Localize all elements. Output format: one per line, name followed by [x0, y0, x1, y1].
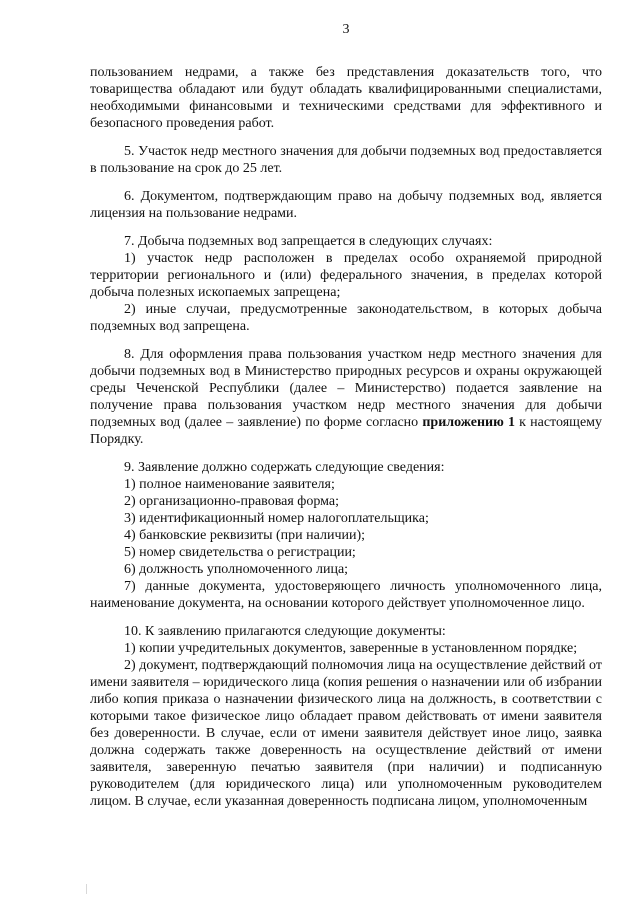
paragraph-9-item-5: 5) номер свидетельства о регистрации; [124, 545, 356, 560]
paragraph-8 [90, 346, 602, 448]
page-number: 3 [342, 22, 350, 37]
document-body [90, 64, 602, 810]
paragraph-10: 10. К заявлению прилагаются следующие документы: [124, 624, 446, 639]
scan-mark [86, 884, 87, 894]
paragraph-9-item-6: 6) должность уполномоченного лица; [124, 562, 349, 577]
paragraph-6: 6. Документом, подтверждающим право на добычу подземных вод, является лицензия на пользование недрами. [90, 189, 602, 221]
paragraph-9-item-2: 2) организационно-правовая форма; [124, 494, 340, 509]
paragraph-8-text: 8. Для оформления права пользования участком недр местного значения для добычи подземных вод в Министерство природных ресурсов и охраны окружающей среды Чеченской Республики (далее – Министерство) подается заявление на получение права пользования участком недр местного значения для добычи подземных вод (далее – заявление) по форме согласно [90, 347, 602, 430]
paragraph-9-item-1: 1) полное наименование заявителя; [124, 477, 335, 492]
paragraph-7-item-1: 1) участок недр расположен в пределах особо охраняемой природной территории регионального и (или) федерального значения, в пределах которой добыча полезных ископаемых запрещена; [90, 251, 602, 300]
paragraph-5: 5. Участок недр местного значения для добычи подземных вод предоставляется в пользование на срок до 25 лет. [90, 144, 602, 176]
paragraph-9-item-4: 4) банковские реквизиты (при наличии); [124, 528, 366, 543]
paragraph-10-item-1: 1) копии учредительных документов, заверенные в установленном порядке; [124, 641, 578, 656]
document-page [90, 0, 602, 905]
paragraph-10-item-2: 2) документ, подтверждающий полномочия лица на осуществление действий от имени заявителя – юридического лица (копия решения о назначении или об избрании либо копия приказа о назначении физического лица на должность, в соответствии с которыми такое физическое лицо обладает правом действовать от имени заявителя без доверенности. В случае, если от имени заявителя действует иное лицо, заявка должна содержать также доверенность на осуществление действий от имени заявителя, заверенную печатью заявителя (при наличии) и подписанную руководителем (для юридического лица) или уполномоченным руководителем лицом. В случае, если указанная доверенность подписана лицом, уполномоченным [90, 658, 602, 809]
paragraph-7-item-2: 2) иные случаи, предусмотренные законодательством, в которых добыча подземных вод запрещена. [90, 302, 602, 334]
paragraph-continuation: пользованием недрами, а также без представления доказательств того, что товарищества обладают или будут обладать квалифицированными специалистами, необходимыми финансовыми и техническими средствами для эффективного и безопасного проведения работ. [90, 65, 602, 131]
paragraph-9: 9. Заявление должно содержать следующие сведения: [124, 460, 445, 475]
paragraph-7: 7. Добыча подземных вод запрещается в следующих случаях: [124, 234, 493, 249]
paragraph-8-end: к настоящему Порядку. [90, 415, 603, 447]
paragraph-9-item-7: 7) данные документа, удостоверяющего личность уполномоченного лица, наименование документа, на основании которого действует уполномоченное лицо. [90, 579, 602, 611]
appendix-reference: приложению 1 [422, 415, 515, 430]
paragraph-9-item-3: 3) идентификационный номер налогоплательщика; [124, 511, 429, 526]
